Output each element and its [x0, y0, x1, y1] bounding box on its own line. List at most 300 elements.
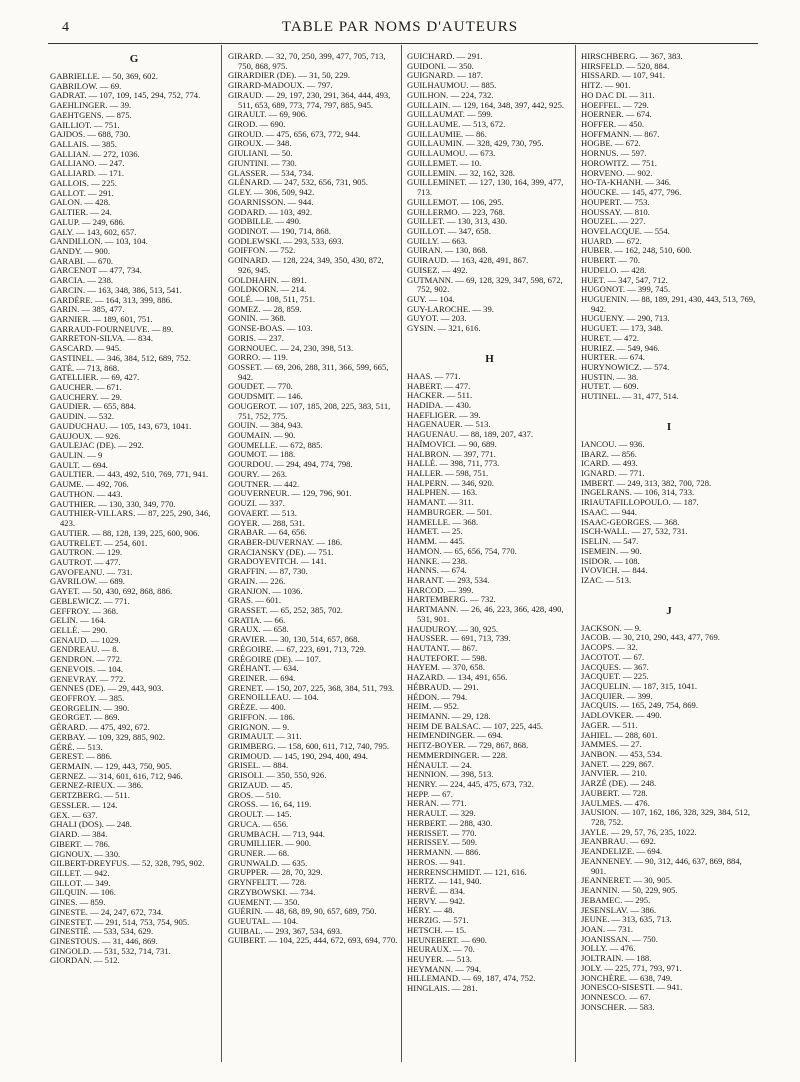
index-entry: GILQUIN. — 106.: [50, 887, 116, 898]
index-entry: HILLEMAND. — 69, 187, 474, 752.: [407, 973, 536, 984]
index-column-4: [581, 52, 757, 1012]
index-entry: GAUTHON. — 443.: [50, 488, 123, 499]
index-entry: JAUSION. — 107, 162, 186, 328, 329, 384, 512, 728, 752.: [581, 807, 751, 828]
index-entry: GUILHON. — 224, 732.: [407, 89, 494, 100]
index-entry: GAULEJAC (DE). — 292.: [50, 440, 144, 451]
index-entry: GUILLAUMIN. — 328, 429, 730, 795.: [407, 138, 544, 149]
index-entry: GORRO. — 119.: [228, 352, 288, 363]
index-entry: GOARNISSON. — 944.: [228, 196, 314, 207]
index-entry: HALPHEN. — 163.: [407, 487, 478, 498]
index-entry: GILBERT-DREYFUS. — 52, 328, 795, 902.: [50, 858, 205, 869]
index-entry: HERMANN. — 886.: [407, 847, 481, 858]
index-entry: GRACIANSKY (DE). — 751.: [228, 546, 334, 557]
index-entry: GORIS. — 237.: [228, 332, 284, 343]
index-entry: GRIMBERG. — 158, 600, 611, 712, 740, 795.: [228, 741, 390, 752]
index-entry: GUY-LAROCHE. — 39.: [407, 303, 494, 314]
section-letter: I: [666, 420, 672, 433]
index-entry: GRABER-DUVERNAY. — 186.: [228, 536, 343, 547]
index-entry: HIRSFELD. — 520, 884.: [581, 60, 670, 71]
index-entry: GARCIA. — 238.: [50, 275, 114, 286]
index-column-3: [407, 52, 572, 994]
index-entry: HUGUET. — 173, 348.: [581, 323, 663, 334]
index-entry: GOINARD. — 128, 224, 349, 350, 430, 872, 926, 945.: [228, 255, 384, 275]
index-entry: GOUMELLE. — 672, 885.: [228, 439, 323, 450]
index-entry: GEBLEWICZ. — 771.: [50, 595, 130, 606]
index-entry: HARTMANN. — 26, 46, 223, 366, 428, 490, 531, 901.: [407, 604, 564, 624]
index-entry: GRÉGOIRE (DE). — 107.: [228, 653, 321, 664]
index-entry: GEX. — 637.: [50, 809, 98, 820]
index-entry: JONSCHER. — 583.: [581, 1001, 655, 1012]
index-entry: GODARD. — 103, 492.: [228, 206, 313, 217]
index-entry: INGELRANS. — 106, 314, 733.: [581, 487, 695, 498]
index-entry: GUEUTAL. — 104.: [228, 915, 298, 926]
index-entry: GENEVOIS. — 104.: [50, 663, 124, 674]
index-entry: GONIN. — 368.: [228, 313, 286, 324]
index-entry: GRAUX. — 658.: [228, 624, 289, 635]
index-entry: GAUCHERY. — 29.: [50, 391, 122, 402]
index-entry: GUIGNARD. — 187.: [407, 70, 483, 81]
index-entry: GOLDHAHN. — 891.: [228, 274, 307, 285]
index-entry: HERVÉ. — 834.: [407, 885, 466, 896]
index-entry: GELIN. — 164.: [50, 615, 106, 626]
index-entry: GINES. — 859.: [50, 897, 106, 908]
index-entry: GAEHLINGER. — 39.: [50, 100, 132, 111]
index-entry: JEANNENEY. — 90, 312, 446, 637, 869, 884, 901.: [581, 855, 742, 876]
index-entry: HUSTIN. — 38.: [581, 371, 639, 382]
index-entry: GROS. — 510.: [228, 789, 282, 800]
column-divider: [401, 45, 402, 1062]
index-entry: GEORGET. — 869.: [50, 712, 120, 723]
index-entry: HINGLAIS. — 281.: [407, 983, 478, 994]
index-entry: HAÏMOVICI. — 90, 689.: [407, 438, 497, 449]
index-entry: GOSSET. — 69, 206, 288, 311, 366, 599, 665, 942.: [228, 362, 389, 382]
index-entry: GOMEZ. — 28, 859.: [228, 303, 302, 314]
index-entry: HOUCKE. — 145, 477, 796.: [581, 187, 682, 198]
index-entry: JEANNIN. — 50, 229, 905.: [581, 885, 678, 896]
index-entry: GRAFFIN. — 87, 730.: [228, 566, 308, 577]
page-title: TABLE PAR NOMS D'AUTEURS: [281, 19, 519, 35]
index-entry: HABERT. — 477.: [407, 380, 471, 391]
index-entry: GABRILOW. — 69.: [50, 80, 122, 91]
index-entry: GREINER. — 694.: [228, 673, 296, 683]
index-entry: GINGOLD. — 531, 532, 714, 731.: [50, 945, 171, 956]
index-entry: JACQUELIN. — 187, 315, 1041.: [581, 680, 698, 691]
index-entry: HUBER. — 162, 248, 510, 600.: [581, 245, 692, 256]
index-entry: HETSCH. — 15.: [407, 924, 467, 935]
index-entry: HAMM. — 445.: [407, 536, 465, 547]
index-entry: HOUZEL. — 227.: [581, 216, 646, 227]
index-entry: HERRENSCHMIDT. — 121, 616.: [407, 866, 527, 877]
index-entry: GONSE-BOAS. — 103.: [228, 323, 313, 334]
index-entry: ISAAC. — 944.: [581, 506, 637, 517]
index-entry: GUIBAL. — 293, 367, 534, 693.: [228, 925, 343, 936]
index-entry: GUILLAUME. — 513, 672.: [407, 119, 506, 130]
index-entry: JACQUES. — 367.: [581, 661, 649, 672]
index-entry: GUIBERT. — 104, 225, 444, 672, 693, 694, 770.: [228, 935, 398, 946]
index-entry: GEREST. — 886.: [50, 751, 112, 762]
index-entry: JACQUIS. — 165, 249, 754, 869.: [581, 700, 698, 711]
index-entry: GRUMBACH. — 713, 944.: [228, 828, 325, 839]
index-entry: IVOVICH. — 844.: [581, 565, 648, 576]
index-entry: HERTZ. — 141, 940.: [407, 876, 482, 887]
index-entry: HERISSET. — 770.: [407, 827, 477, 838]
index-entry: HÉBRAUD. — 291.: [407, 681, 479, 692]
index-entry: HAYEM. — 370, 658.: [407, 662, 485, 673]
index-entry: GATÉ. — 713, 868.: [50, 362, 120, 373]
index-entry: GASCARD. — 945.: [50, 343, 122, 354]
index-entry: GUILLET. — 130, 313, 430.: [407, 216, 508, 227]
index-entry: HUTINEL. — 31, 477, 514.: [581, 391, 679, 402]
index-entry: HÉRY. — 48.: [407, 905, 455, 916]
index-entry: GIARD. — 384.: [50, 829, 108, 840]
index-entry: GODINOT. — 190, 714, 868.: [228, 225, 331, 236]
index-entry: HITZ. — 901.: [581, 80, 631, 91]
index-entry: JANBON. — 453, 534.: [581, 749, 663, 759]
index-entry: GARRETON-SILVA. — 834.: [50, 333, 153, 344]
index-entry: GINESTIÉ. — 533, 534, 629.: [50, 926, 154, 937]
index-entry: HAMON. — 65, 656, 754, 770.: [407, 545, 517, 556]
index-entry: GAJDOS. — 688, 730.: [50, 129, 131, 140]
index-entry: GAUTIER. — 88, 128, 139, 225, 600, 906.: [50, 527, 200, 538]
index-entry: GUILHAUMOU. — 885.: [407, 80, 497, 91]
index-entry: GUEMENT. — 350.: [228, 896, 300, 907]
index-entry: HAEFLIGER. — 39.: [407, 409, 481, 420]
index-entry: GIRAUD. — 29, 197, 230, 291, 364, 444, 493, 511, 653, 689, 773, 774, 797, 885, 945.: [228, 89, 391, 110]
index-entry: HIRSCHBERG. — 367, 383.: [581, 51, 683, 61]
index-entry: GODLEWSKI. — 293, 533, 693.: [228, 235, 344, 246]
index-entry: GERTZBERG. — 511.: [50, 790, 130, 801]
index-entry: GUY. — 104.: [407, 293, 455, 304]
index-entry: GERNEZ. — 314, 601, 616, 712, 946.: [50, 770, 183, 781]
index-entry: JAULMES. — 476.: [581, 797, 650, 808]
index-entry: HANKE. — 238.: [407, 555, 468, 566]
index-entry: HAUTEFORT. — 598.: [407, 652, 488, 663]
index-entry: GRIMAULT. — 311.: [228, 731, 302, 742]
column-divider: [575, 45, 576, 1062]
index-entry: GIRARD. — 32, 70, 250, 399, 477, 705, 713, 750, 868, 975.: [228, 51, 386, 71]
index-entry: JOLY. — 225, 771, 793, 971.: [581, 962, 682, 973]
index-entry: JEANNERET. — 30, 905.: [581, 875, 673, 886]
index-entry: GUILLAUMIE. — 86.: [407, 128, 487, 139]
index-entry: GRIGNON. — 9.: [228, 721, 290, 732]
index-entry: ISCH-WALL. — 27, 532, 731.: [581, 526, 688, 537]
index-entry: HAMANT. — 311.: [407, 497, 474, 508]
index-column-1: [50, 52, 218, 966]
index-entry: GESSLER. — 124.: [50, 799, 118, 810]
index-entry: HUTET. — 609.: [581, 381, 639, 392]
index-entry: HARCOD. — 399.: [407, 584, 474, 595]
index-entry: GINESTET. — 291, 514, 753, 754, 905.: [50, 916, 190, 927]
section-gap: [407, 334, 572, 344]
index-entry: HALPERN. — 346, 920.: [407, 477, 494, 488]
index-entry: HURTER. — 674.: [581, 352, 645, 363]
section-letter: G: [129, 53, 139, 65]
index-entry: GRUCA. — 656.: [228, 818, 289, 829]
index-entry: GARNIER. — 189, 601, 751.: [50, 313, 153, 324]
index-entry: GANDILLON. — 103, 104.: [50, 236, 148, 247]
index-entry: HERAN. — 771.: [407, 798, 467, 809]
index-entry: HALLÉ. — 398, 711, 773.: [407, 458, 500, 469]
index-entry: GUTMANN. — 69, 128, 329, 347, 598, 672, 752, 902.: [407, 274, 563, 295]
index-entry: HOFFMANN. — 867.: [581, 128, 660, 139]
index-entry: GORNOUEC. — 24, 230, 398, 513.: [228, 342, 354, 353]
index-entry: GAUTRON. — 129.: [50, 547, 123, 558]
section-gap: [581, 586, 757, 596]
index-entry: HALBRON. — 397, 771.: [407, 448, 496, 459]
index-entry: GRUNWALD. — 635.: [228, 857, 308, 868]
index-entry: JANET. — 229, 867.: [581, 758, 654, 769]
index-entry: HAUDUROY. — 30, 925.: [407, 623, 499, 634]
index-entry: HEIMENDINGER. — 694.: [407, 730, 503, 741]
index-entry: GOUMAIN. — 90.: [228, 430, 296, 441]
index-entry: JEUNE. — 313, 635, 713.: [581, 914, 672, 925]
index-entry: JOLLY. — 476.: [581, 943, 636, 954]
index-entry: JANVIER. — 210.: [581, 768, 647, 779]
index-entry: JAYLE. — 29, 57, 76, 235, 1022.: [581, 826, 697, 837]
index-entry: GIROUD. — 475, 656, 673, 772, 944.: [228, 128, 361, 139]
index-entry: HORNUS. — 597.: [581, 148, 647, 159]
index-entry: JONNESCO. — 67.: [581, 991, 651, 1002]
index-entry: GRIZAUD. — 45.: [228, 779, 293, 790]
index-entry: GARDÈRE. — 164, 313, 399, 886.: [50, 294, 173, 305]
index-entry: GOUZI. — 337.: [228, 498, 285, 509]
column-divider: [221, 45, 222, 1062]
index-entry: GAUDIN. — 532.: [50, 411, 114, 422]
index-entry: GALTIER. — 24.: [50, 207, 112, 218]
index-entry: GRASSET. — 65, 252, 385, 702.: [228, 604, 343, 615]
index-entry: GRABAR. — 64, 656.: [228, 527, 307, 538]
index-entry: HEMMERDINGER. — 228.: [407, 749, 508, 760]
index-entry: JEANBRAU. — 692.: [581, 836, 656, 847]
index-entry: GODBILLE. — 490.: [228, 216, 302, 227]
index-entry: GRÈZE. — 400.: [228, 702, 286, 713]
index-entry: GAEHTGENS. — 875.: [50, 109, 132, 120]
index-entry: HACKER. — 511.: [407, 390, 473, 401]
index-entry: GOUDET. — 770.: [228, 381, 293, 392]
index-entry: GAUTROT. — 477.: [50, 556, 121, 567]
index-entry: GIRARDIER (DE). — 31, 50, 229.: [228, 70, 350, 81]
index-entry: ISELIN. — 547.: [581, 536, 639, 547]
index-entry: GRYNFELTT. — 728.: [228, 877, 307, 888]
index-entry: HURIEZ. — 549, 946.: [581, 342, 660, 353]
index-entry: GANDY. — 900.: [50, 245, 111, 256]
index-entry: GAVOFEANU. — 731.: [50, 566, 133, 577]
index-entry: GALLIARD. — 171.: [50, 168, 124, 179]
index-entry: HÉNAULT. — 24.: [407, 759, 472, 770]
index-entry: GIBERT. — 786.: [50, 838, 110, 849]
index-entry: JONESCO-SISESTI. — 941.: [581, 982, 683, 993]
index-entry: GRÉHANT. — 634.: [228, 663, 299, 674]
index-entry: HAMELLE. — 368.: [407, 516, 479, 527]
index-entry: HEUYER. — 513.: [407, 953, 472, 964]
index-entry: GIRARD-MADOUX. — 797.: [228, 80, 333, 91]
index-entry: HEURAUX. — 70.: [407, 944, 475, 955]
index-entry: IGNARD. — 771.: [581, 468, 645, 479]
index-entry: GALLOIS. — 225.: [50, 177, 117, 188]
index-entry: GLEY. — 306, 509, 942.: [228, 187, 315, 198]
index-entry: HOROWITZ. — 751.: [581, 157, 657, 168]
index-entry: GOUMOT. — 188.: [228, 449, 296, 460]
index-entry: GABRIELLE. — 50, 369, 602.: [50, 71, 158, 81]
index-entry: JAGER. — 511.: [581, 719, 638, 730]
section-letter: H: [485, 352, 494, 365]
index-entry: JACOTOT. — 67.: [581, 651, 645, 662]
index-entry: HAMET. — 25.: [407, 526, 463, 537]
index-entry: HERISSEY. — 509.: [407, 837, 478, 848]
index-entry: GAUJOUX. — 926.: [50, 430, 121, 441]
index-entry: GOVAERT. — 513.: [228, 507, 297, 518]
index-entry: IANCOU. — 936.: [581, 438, 645, 449]
index-entry: GADRAT. — 107, 109, 145, 294, 752, 774.: [50, 90, 201, 101]
index-entry: HEPP. — 67.: [407, 788, 453, 799]
index-entry: JAHIEL. — 288, 601.: [581, 729, 658, 740]
index-entry: HISSARD. — 107, 941.: [581, 70, 666, 81]
index-entry: GRADOYEVITCH. — 141.: [228, 556, 327, 567]
index-entry: HUGUENIN. — 88, 189, 291, 430, 443, 513, 769, 942.: [581, 293, 756, 314]
index-entry: GASTINEL. — 346, 384, 512, 689, 752.: [50, 352, 191, 363]
index-entry: HOERNER. — 674.: [581, 109, 652, 120]
index-entry: JAUBERT. — 728.: [581, 787, 648, 798]
index-entry: GAYET. — 50, 430, 692, 868, 886.: [50, 586, 173, 597]
index-entry: HAUSSER. — 691, 713, 739.: [407, 633, 511, 644]
index-entry: HUGUENY. — 290, 713.: [581, 313, 670, 324]
index-entry: GINESTOUS. — 31, 446, 869.: [50, 935, 158, 946]
index-entry: HUGONOT. — 399, 745.: [581, 284, 671, 295]
index-entry: GOUDSMIT. — 146.: [228, 391, 303, 402]
index-entry: HANNS. — 674.: [407, 565, 467, 576]
index-entry: IMBERT. — 249, 313, 382, 700, 728.: [581, 477, 712, 488]
index-entry: GERNEZ-RIEUX. — 386.: [50, 780, 144, 791]
index-entry: GAILLIOT. — 751.: [50, 119, 120, 130]
index-entry: JACOPS. — 32.: [581, 642, 638, 653]
index-entry: HAZARD. — 134, 491, 656.: [407, 672, 508, 683]
index-entry: GRÉGOIRE. — 67, 223, 691, 713, 729.: [228, 643, 366, 654]
index-entry: GAUTHIER. — 130, 330, 349, 770.: [50, 498, 176, 509]
index-entry: HEUNEBERT. — 690.: [407, 934, 488, 945]
index-entry: GARABI. — 670.: [50, 255, 114, 266]
index-entry: GUIDONI. — 350.: [407, 60, 474, 71]
index-entry: GIGNOUX. — 330.: [50, 848, 121, 859]
index-entry: GUILLEMET. — 10.: [407, 157, 482, 168]
index-entry: HAUTANT. — 867.: [407, 642, 478, 653]
index-entry: JARZÉ (DE). — 248.: [581, 778, 657, 789]
index-entry: GUICHARD. — 291.: [407, 51, 483, 61]
index-column-2: [228, 52, 398, 946]
index-entry: GOUGEROT. — 107, 185, 208, 225, 383, 511, 751, 752, 775.: [228, 400, 391, 421]
index-entry: JADLOVKER. — 490.: [581, 710, 662, 721]
index-entry: GERBAY. — 109, 329, 885, 902.: [50, 731, 166, 742]
index-entry: GIUNTINI. — 730.: [228, 157, 297, 168]
index-entry: HÉDON. — 794.: [407, 691, 468, 702]
index-entry: GRUNER. — 68.: [228, 847, 290, 858]
index-entry: GOUIN. — 384, 943.: [228, 420, 303, 431]
index-entry: GUILLY. — 663.: [407, 235, 468, 246]
index-entry: GRATIA. — 66.: [228, 614, 286, 625]
index-entry: GALY. — 143, 602, 657.: [50, 226, 137, 237]
index-entry: GENEVRAY. — 772.: [50, 673, 126, 684]
header-rule: [48, 43, 758, 44]
index-entry: GENAUD. — 1029.: [50, 634, 121, 645]
index-entry: GOLDKORN. — 214.: [228, 284, 307, 295]
index-entry: GEOFFROY. — 385.: [50, 693, 125, 703]
index-entry: HOVELACQUE. — 554.: [581, 225, 670, 236]
index-entry: GOIFFON. — 752.: [228, 245, 296, 256]
index-entry: HARTEMBERG. — 732.: [407, 594, 496, 605]
index-entry: GROULT. — 145.: [228, 809, 292, 820]
index-entry: HO DAC DI. — 311.: [581, 89, 655, 100]
index-entry: HOEFFEL. — 729.: [581, 99, 649, 110]
index-entry: GUYOT. — 203.: [407, 313, 467, 324]
index-entry: GRIMOUD. — 145, 190, 294, 400, 494.: [228, 750, 368, 761]
index-entry: GAUTRELET. — 254, 601.: [50, 537, 148, 548]
index-entry: GUILLOT. — 347, 658.: [407, 225, 491, 236]
index-entry: GARCIN. — 163, 348, 386, 513, 541.: [50, 284, 182, 295]
index-entry: HEITZ-BOYER. — 729, 867, 868.: [407, 740, 529, 751]
index-entry: JACOB. — 30, 210, 290, 443, 477, 769.: [581, 632, 720, 643]
index-entry: GUIRAN. — 130, 868.: [407, 245, 488, 256]
index-entry: JACQUET. — 225.: [581, 671, 649, 682]
index-entry: HOGBE. — 672.: [581, 138, 641, 149]
index-entry: HALLER. — 598, 751.: [407, 468, 489, 479]
index-entry: GRAS. — 601.: [228, 595, 282, 606]
index-entry: GENDREAU. — 8.: [50, 644, 119, 655]
index-entry: ICARD. — 493.: [581, 458, 638, 469]
index-entry: GUIRAUD. — 163, 428, 491, 867.: [407, 255, 529, 266]
index-entry: HEIM DE BALSAC. — 107, 225, 445.: [407, 720, 544, 731]
index-entry: GRIFFON. — 186.: [228, 711, 295, 722]
index-entry: GRUPPER. — 28, 70, 329.: [228, 867, 323, 878]
index-entry: GAUDUCHAU. — 105, 143, 673, 1041.: [50, 420, 192, 431]
index-entry: HARANT. — 293, 534.: [407, 574, 490, 585]
index-entry: GRAIN. — 226.: [228, 575, 286, 586]
index-entry: HORVENO. — 902.: [581, 167, 653, 178]
index-entry: GALLIAN. — 272, 1036.: [50, 148, 140, 159]
index-entry: GYSIN. — 321, 616.: [407, 323, 481, 334]
index-entry: GHALI (DOS). — 248.: [50, 819, 132, 830]
index-entry: HAGUENAU. — 88, 189, 207, 437.: [407, 429, 534, 440]
index-entry: HERAULT. — 329.: [407, 808, 476, 819]
index-entry: GROSS. — 16, 64, 119.: [228, 799, 312, 810]
index-entry: GALLOT. — 291.: [50, 187, 114, 198]
index-entry: GUILLEMOT. — 106, 295.: [407, 196, 504, 207]
index-entry: HERVY. — 942.: [407, 895, 465, 906]
index-entry: GIROD. — 690.: [228, 119, 286, 130]
index-entry: JAMMES. — 27.: [581, 739, 642, 750]
index-entry: GALUP. — 249, 686.: [50, 216, 125, 227]
index-entry: GUISEZ. — 492.: [407, 264, 468, 275]
index-entry: ISEMEIN. — 90.: [581, 545, 642, 556]
index-entry: GUILLAUMOU. — 673.: [407, 148, 496, 159]
index-entry: JACKSON. — 9.: [581, 622, 642, 633]
index-entry: HOUPERT. — 753.: [581, 196, 650, 207]
index-entry: GENDRON. — 772.: [50, 654, 123, 665]
index-entry: JOAN. — 731.: [581, 923, 634, 934]
index-entry: JOANISSAN. — 750.: [581, 933, 658, 944]
index-entry: GRISOLI. — 350, 550, 926.: [228, 770, 327, 781]
index-entry: HAGENAUER. — 513.: [407, 419, 491, 430]
index-entry: HERZIG. — 571.: [407, 915, 469, 926]
index-entry: IRIAUTAFILLOPOULO. — 187.: [581, 497, 699, 508]
index-entry: JEBAMEC. — 295.: [581, 894, 651, 905]
index-entry: GAUCHER. — 671.: [50, 382, 122, 392]
index-entry: GALLIANO. — 247.: [50, 158, 125, 169]
index-entry: HEIM. — 952.: [407, 701, 460, 712]
index-entry: GOYER. — 288, 531.: [228, 517, 305, 528]
index-entry: GOURY. — 263.: [228, 468, 288, 479]
index-entry: JESENSLAV. — 386.: [581, 904, 657, 915]
index-entry: IBARZ. — 856.: [581, 448, 637, 459]
index-entry: IZAC. — 513.: [581, 574, 632, 585]
